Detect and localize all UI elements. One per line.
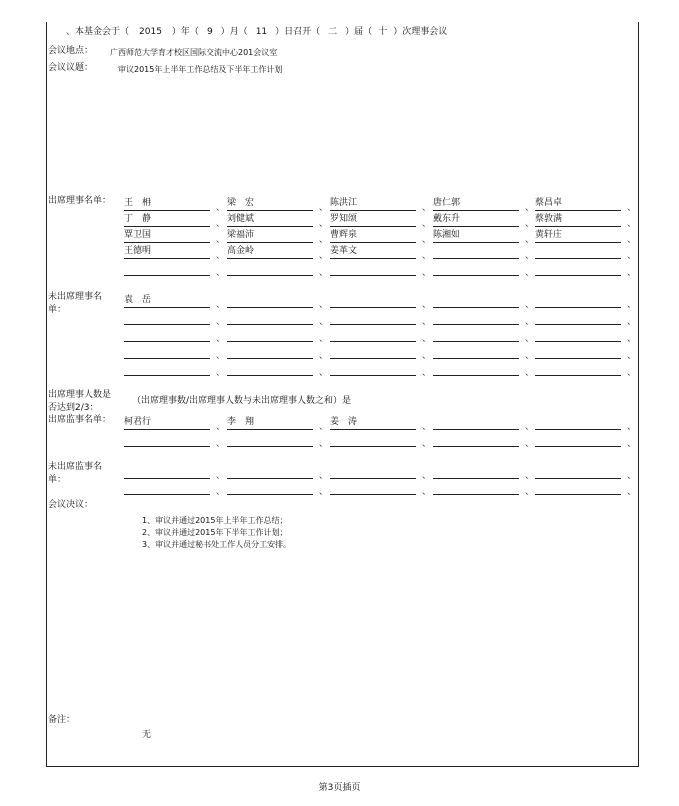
quorum-label-line2: 否达到2/3：	[48, 403, 99, 413]
name-separator: 、	[319, 203, 329, 213]
name-separator: 、	[422, 439, 432, 449]
absent-supervisors-cell	[433, 465, 519, 479]
name-separator: 、	[422, 351, 432, 361]
absent-directors-cell	[227, 362, 313, 376]
attending-directors-cell: 姜革文	[330, 245, 416, 259]
attending-directors-cell: 陈洪江	[330, 197, 416, 211]
name-separator: 、	[422, 251, 432, 261]
name-separator: 、	[525, 219, 535, 229]
topic-label: 会议议题：	[48, 63, 94, 73]
attending-directors-cell	[535, 262, 621, 276]
absent-directors-cell	[330, 311, 416, 325]
meeting-header	[66, 27, 447, 38]
absent-directors-cell	[433, 362, 519, 376]
attending-directors-cell: 陈湘如	[433, 229, 519, 243]
absent-directors-cell	[535, 345, 621, 359]
remarks-label: 备注：	[48, 715, 76, 725]
header-meeting-suffix: ）次理事会议	[393, 27, 448, 37]
header-month-suffix: ）月（	[220, 27, 248, 37]
attending-directors-cell: 蔡敦满	[535, 213, 621, 227]
name-separator: 、	[627, 487, 637, 497]
name-separator: 、	[525, 268, 535, 278]
remarks-value: 无	[142, 730, 152, 740]
name-separator: 、	[319, 268, 329, 278]
name-separator: 、	[525, 471, 535, 481]
name-separator: 、	[422, 268, 432, 278]
absent-directors-cell	[124, 345, 210, 359]
header-day-suffix: ）日召开（	[275, 27, 321, 37]
attending-directors-cell: 王德明	[124, 245, 210, 259]
attending-supervisors-cell	[124, 433, 210, 447]
attending-supervisors-cell	[227, 433, 313, 447]
name-separator: 、	[216, 422, 226, 432]
absent-supervisors-cell	[433, 481, 519, 495]
name-separator: 、	[627, 351, 637, 361]
attending-directors-cell: 梁 宏	[227, 197, 313, 211]
absent-supervisors-cell	[227, 465, 313, 479]
absent-directors-cell	[227, 311, 313, 325]
name-separator: 、	[525, 300, 535, 310]
name-separator: 、	[627, 203, 637, 213]
name-separator: 、	[216, 351, 226, 361]
name-separator: 、	[216, 300, 226, 310]
name-separator: 、	[216, 268, 226, 278]
name-separator: 、	[422, 219, 432, 229]
attending-directors-cell: 丁 静	[124, 213, 210, 227]
absent-supervisors-cell	[330, 465, 416, 479]
absent-supervisors-label-line1: 未出席监事名	[48, 462, 103, 472]
attending-supervisors-cell	[535, 433, 621, 447]
name-separator: 、	[525, 351, 535, 361]
attending-supervisors-cell: 姜 涛	[330, 416, 416, 430]
name-separator: 、	[422, 317, 432, 327]
name-separator: 、	[319, 219, 329, 229]
absent-supervisors-cell	[535, 465, 621, 479]
attending-directors-cell: 王 枏	[124, 197, 210, 211]
attending-directors-cell: 罗知颂	[330, 213, 416, 227]
name-separator: 、	[319, 368, 329, 378]
absent-directors-cell	[433, 311, 519, 325]
name-separator: 、	[319, 422, 329, 432]
absent-directors-cell	[330, 328, 416, 342]
name-separator: 、	[627, 422, 637, 432]
name-separator: 、	[216, 334, 226, 344]
absent-directors-cell	[227, 345, 313, 359]
attending-directors-cell	[433, 262, 519, 276]
attending-directors-cell	[124, 262, 210, 276]
name-separator: 、	[627, 219, 637, 229]
absent-directors-label-line1: 未出席理事名	[48, 292, 103, 302]
name-separator: 、	[319, 251, 329, 261]
name-separator: 、	[216, 439, 226, 449]
name-separator: 、	[319, 300, 329, 310]
attending-supervisors-cell: 李 翔	[227, 416, 313, 430]
name-separator: 、	[216, 487, 226, 497]
absent-directors-cell	[535, 311, 621, 325]
absent-supervisors-cell	[124, 481, 210, 495]
absent-directors-cell	[124, 311, 210, 325]
name-separator: 、	[319, 439, 329, 449]
name-separator: 、	[627, 471, 637, 481]
name-separator: 、	[216, 317, 226, 327]
location-label: 会议地点：	[48, 46, 94, 56]
quorum-label-line1: 出席理事人数是	[48, 390, 112, 400]
absent-supervisors-cell	[227, 481, 313, 495]
absent-directors-cell	[330, 345, 416, 359]
name-separator: 、	[216, 203, 226, 213]
name-separator: 、	[422, 368, 432, 378]
name-separator: 、	[216, 471, 226, 481]
attending-directors-cell	[433, 245, 519, 259]
name-separator: 、	[525, 251, 535, 261]
attending-supervisors-label: 出席监事名单：	[48, 415, 112, 425]
topic-value: 审议2015年上半年工作总结及下半年工作计划	[118, 65, 283, 74]
header-month: 9	[206, 27, 213, 37]
attending-directors-cell: 刘健斌	[227, 213, 313, 227]
resolution-item-2: 2、审议并通过2015年下半年工作计划；	[142, 528, 288, 537]
absent-directors-cell	[330, 294, 416, 308]
name-separator: 、	[525, 317, 535, 327]
name-separator: 、	[525, 235, 535, 245]
name-separator: 、	[627, 268, 637, 278]
name-separator: 、	[319, 351, 329, 361]
name-separator: 、	[422, 235, 432, 245]
name-separator: 、	[525, 422, 535, 432]
name-separator: 、	[627, 439, 637, 449]
absent-directors-cell	[433, 328, 519, 342]
header-year: 2015	[139, 27, 162, 37]
name-separator: 、	[216, 235, 226, 245]
name-separator: 、	[422, 300, 432, 310]
attending-supervisors-cell	[330, 433, 416, 447]
name-separator: 、	[319, 317, 329, 327]
absent-directors-cell	[535, 328, 621, 342]
resolution-label: 会议决议：	[48, 500, 94, 510]
location-value: 广西师范大学育才校区国际交流中心201会议室	[110, 48, 278, 57]
resolution-item-3: 3、审议并通过秘书处工作人员分工安排。	[142, 540, 292, 549]
name-separator: 、	[525, 368, 535, 378]
attending-directors-cell: 高金岭	[227, 245, 313, 259]
attending-directors-cell	[330, 262, 416, 276]
header-pre: 、本基金会于（	[66, 27, 130, 37]
name-separator: 、	[525, 487, 535, 497]
name-separator: 、	[319, 471, 329, 481]
name-separator: 、	[525, 203, 535, 213]
absent-directors-cell	[433, 294, 519, 308]
name-separator: 、	[216, 219, 226, 229]
quorum-text: （出席理事数/出席理事人数与未出席理事人数之和）是	[132, 396, 352, 406]
attending-supervisors-cell	[433, 416, 519, 430]
name-separator: 、	[216, 368, 226, 378]
name-separator: 、	[627, 368, 637, 378]
form-frame	[46, 22, 639, 767]
absent-supervisors-cell	[124, 465, 210, 479]
absent-directors-cell	[227, 294, 313, 308]
name-separator: 、	[525, 334, 535, 344]
header-day: 11	[255, 27, 268, 37]
attending-directors-cell: 蔡昌卓	[535, 197, 621, 211]
attending-directors-cell	[227, 262, 313, 276]
absent-directors-cell	[535, 294, 621, 308]
attending-supervisors-cell	[433, 433, 519, 447]
name-separator: 、	[319, 235, 329, 245]
name-separator: 、	[422, 422, 432, 432]
name-separator: 、	[422, 203, 432, 213]
absent-directors-cell	[124, 328, 210, 342]
name-separator: 、	[627, 334, 637, 344]
absent-supervisors-cell	[535, 481, 621, 495]
name-separator: 、	[627, 235, 637, 245]
name-separator: 、	[525, 439, 535, 449]
absent-directors-cell	[433, 345, 519, 359]
header-session: 二	[328, 27, 338, 37]
absent-directors-cell	[124, 362, 210, 376]
name-separator: 、	[422, 334, 432, 344]
name-separator: 、	[216, 251, 226, 261]
absent-directors-cell: 袁 岳	[124, 294, 210, 308]
attending-directors-cell: 曹辉泉	[330, 229, 416, 243]
name-separator: 、	[627, 300, 637, 310]
absent-directors-label-line2: 单：	[48, 305, 67, 315]
attending-directors-cell: 覃卫国	[124, 229, 210, 243]
absent-supervisors-label-line2: 单：	[48, 475, 67, 485]
header-meeting-no: 十	[378, 27, 388, 37]
attending-directors-cell: 黄轩庄	[535, 229, 621, 243]
attending-directors-cell: 唐仁郭	[433, 197, 519, 211]
attending-supervisors-cell	[535, 416, 621, 430]
name-separator: 、	[319, 334, 329, 344]
absent-directors-cell	[227, 328, 313, 342]
name-separator: 、	[627, 317, 637, 327]
absent-directors-cell	[330, 362, 416, 376]
attending-directors-cell: 梁福沛	[227, 229, 313, 243]
resolution-item-1: 1、审议并通过2015年上半年工作总结；	[142, 516, 288, 525]
attending-directors-label: 出席理事名单：	[48, 196, 112, 206]
name-separator: 、	[422, 487, 432, 497]
page-footer: 第3页插页	[318, 783, 361, 793]
header-session-suffix: ）届（	[345, 27, 373, 37]
attending-supervisors-cell: 柯君行	[124, 416, 210, 430]
name-separator: 、	[319, 487, 329, 497]
name-separator: 、	[627, 251, 637, 261]
attending-directors-cell: 戴东升	[433, 213, 519, 227]
header-year-suffix: ）年（	[171, 27, 199, 37]
name-separator: 、	[422, 471, 432, 481]
absent-directors-cell	[535, 362, 621, 376]
attending-directors-cell	[535, 245, 621, 259]
absent-supervisors-cell	[330, 481, 416, 495]
